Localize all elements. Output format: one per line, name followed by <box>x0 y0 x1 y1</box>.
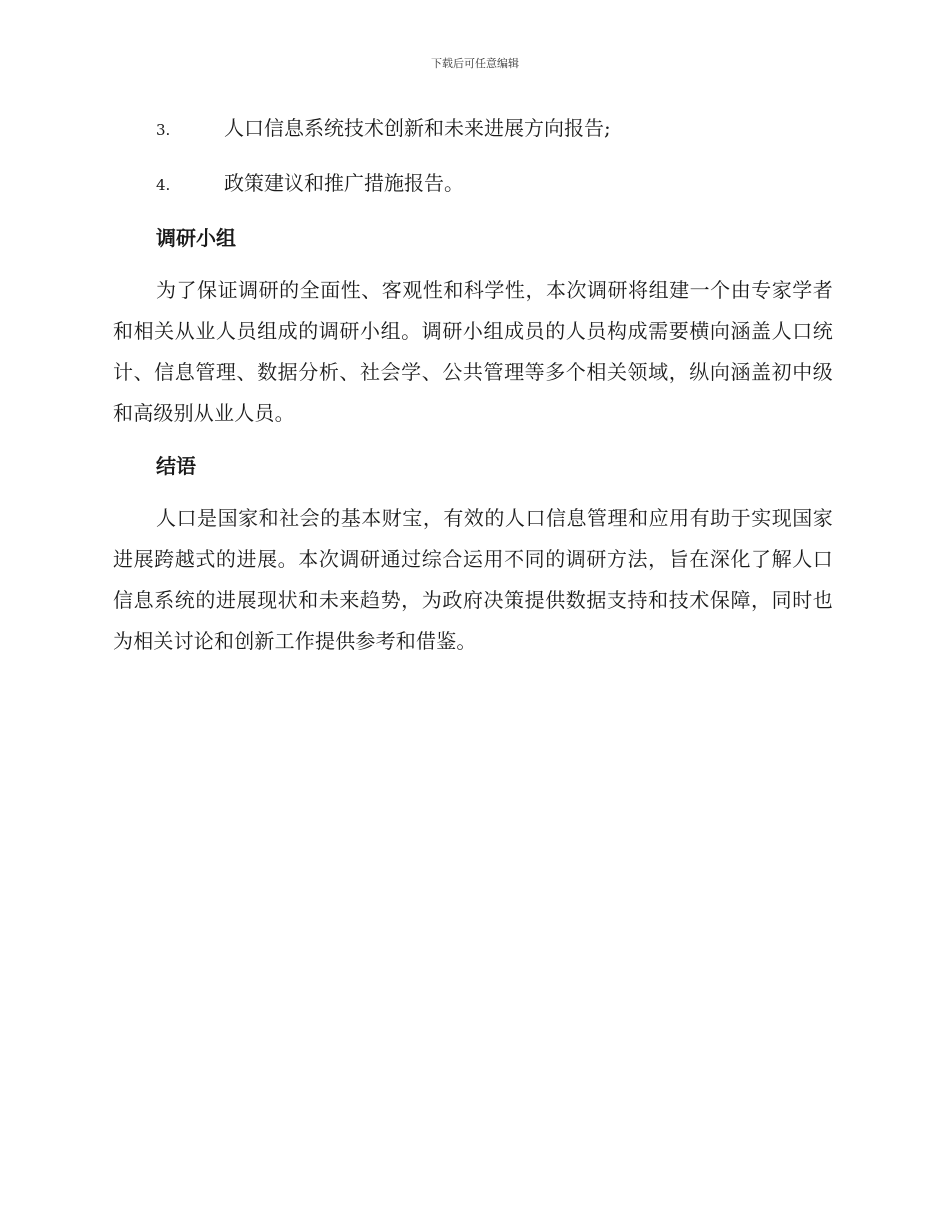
document-body <box>113 108 833 674</box>
section-paragraph-team: 为了保证调研的全面性、客观性和科学性，本次调研将组建一个由专家学者和相关从业人员组成的调研小组。调研小组成员的人员构成需要横向涵盖人口统计、信息管理、数据分析、社会学、公共管理等多个相关领域，纵向涵盖初中级和高级别从业人员。 <box>113 278 833 425</box>
list-number: 3. <box>156 121 171 139</box>
list-item <box>113 163 833 203</box>
list-text: 政策建议和推广措施报告。 <box>224 171 464 195</box>
header-note: 下载后可任意编辑 <box>431 57 519 70</box>
list-item <box>113 108 833 148</box>
section-heading-team: 调研小组 <box>156 226 236 250</box>
section-heading-conclusion: 结语 <box>156 454 196 478</box>
list-number: 4. <box>156 176 171 194</box>
list-text: 人口信息系统技术创新和未来进展方向报告; <box>224 116 611 140</box>
section-paragraph-conclusion: 人口是国家和社会的基本财宝，有效的人口信息管理和应用有助于实现国家进展跨越式的进展。本次调研通过综合运用不同的调研方法，旨在深化了解人口信息系统的进展现状和未来趋势，为政府决策提供数据支持和技术保障，同时也为相关讨论和创新工作提供参考和借鉴。 <box>113 506 833 653</box>
